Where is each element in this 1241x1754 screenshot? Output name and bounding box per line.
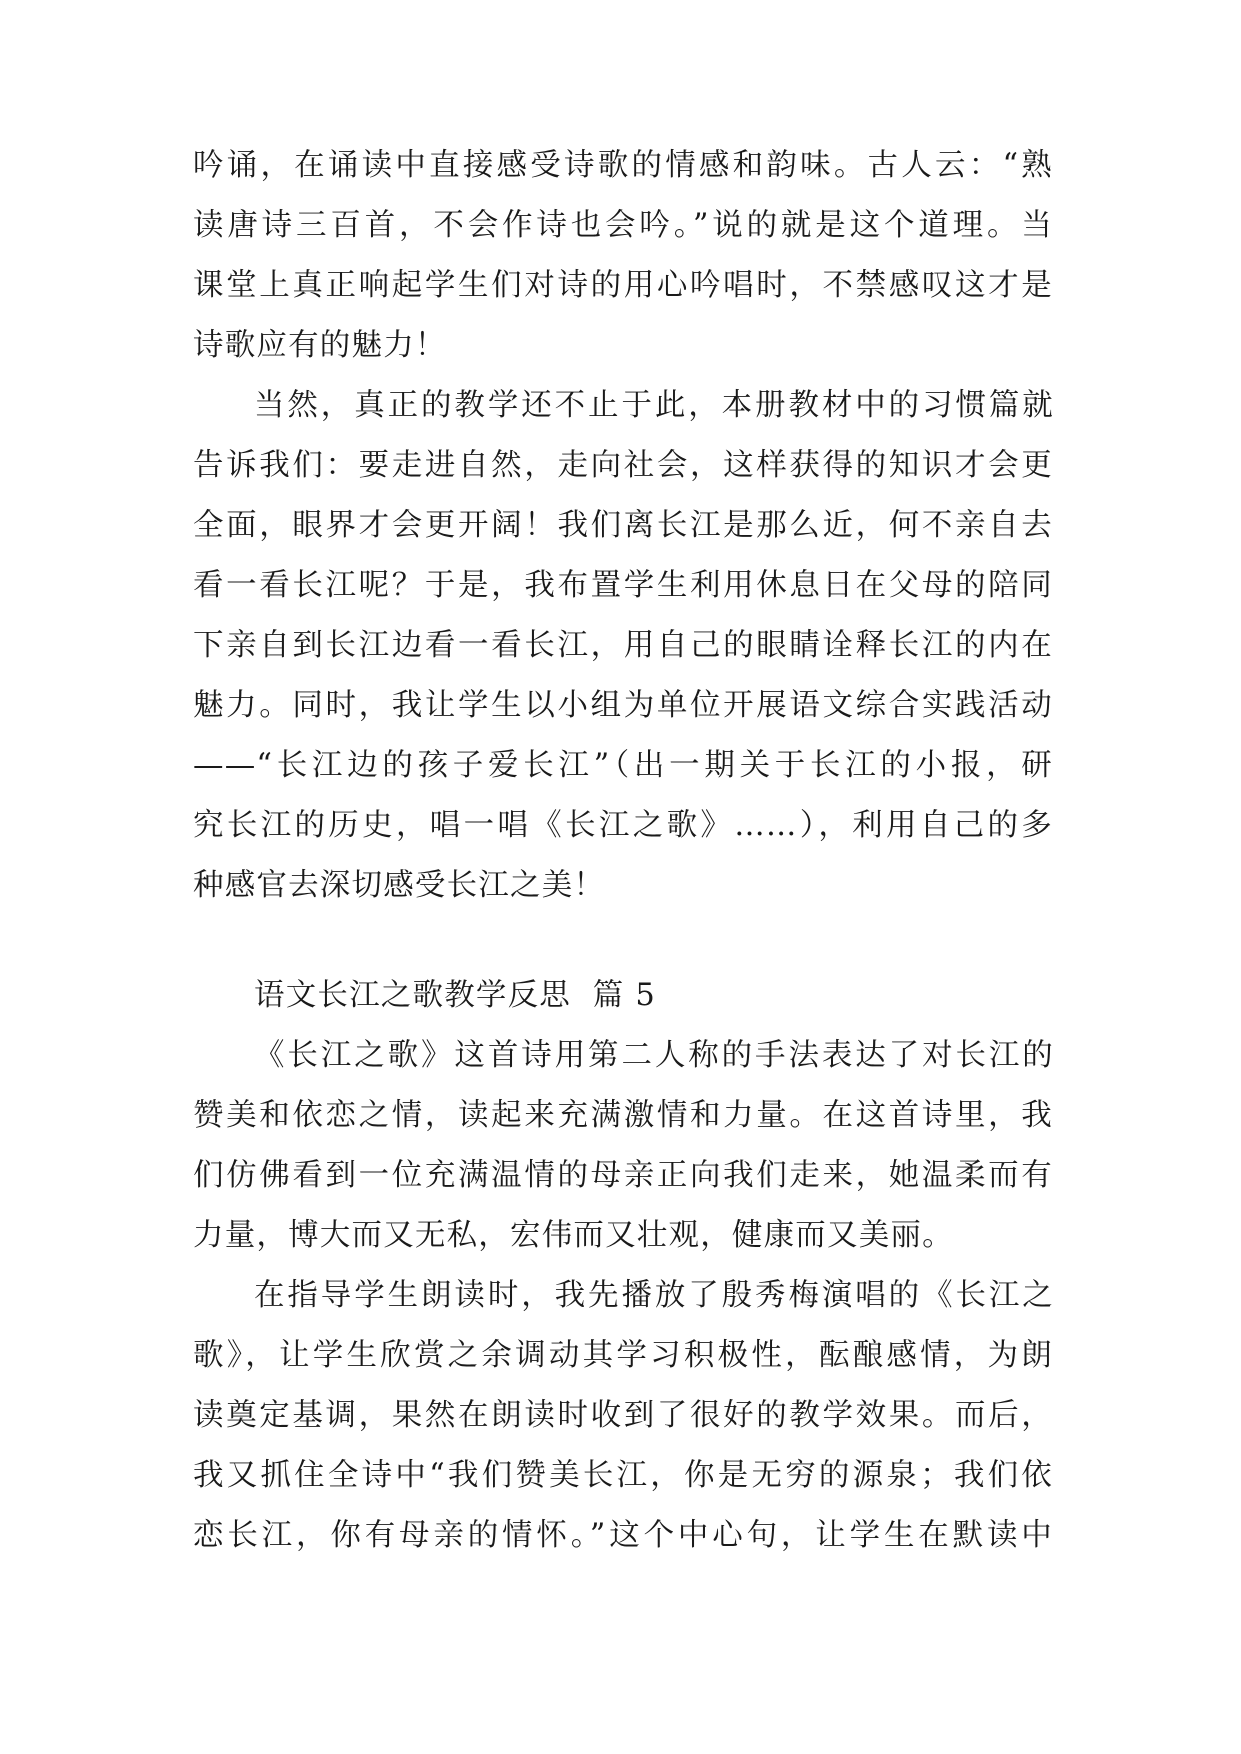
- text-line: 读奠定基调，果然在朗读时收到了很好的教学效果。而后，: [193, 1398, 1053, 1433]
- text-line: 恋长江，你有母亲的情怀。”这个中心句，让学生在默读中: [193, 1518, 1053, 1553]
- text-line: 课堂上真正响起学生们对诗的用心吟唱时，不禁感叹这才是: [193, 268, 1053, 303]
- text-line: 读唐诗三百首，不会作诗也会吟。”说的就是这个道理。当: [193, 208, 1053, 243]
- text-line: 赞美和依恋之情，读起来充满激情和力量。在这首诗里，我: [193, 1098, 1053, 1133]
- text-line: 《长江之歌》这首诗用第二人称的手法表达了对长江的: [254, 1038, 1054, 1073]
- section-heading: 语文长江之歌教学反思 篇 5: [254, 978, 656, 1013]
- text-line: 下亲自到长江边看一看长江，用自己的眼睛诠释长江的内在: [193, 628, 1053, 663]
- text-line: 告诉我们：要走进自然，走向社会，这样获得的知识才会更: [193, 448, 1053, 483]
- text-line: 吟诵，在诵读中直接感受诗歌的情感和韵味。古人云：“熟: [193, 148, 1053, 183]
- text-line: 种感官去深切感受长江之美！: [193, 868, 606, 903]
- text-line: 力量，博大而又无私，宏伟而又壮观，健康而又美丽。: [193, 1218, 954, 1253]
- text-line: 究长江的历史，唱一唱《长江之歌》……），利用自己的多: [193, 808, 1053, 843]
- text-line: 魅力。同时，我让学生以小组为单位开展语文综合实践活动: [193, 688, 1053, 723]
- text-line: 当然，真正的教学还不止于此，本册教材中的习惯篇就: [254, 388, 1054, 423]
- text-line: 诗歌应有的魅力！: [193, 328, 447, 363]
- text-line: 全面，眼界才会更开阔！我们离长江是那么近，何不亲自去: [193, 508, 1053, 543]
- text-line: 看一看长江呢？于是，我布置学生利用休息日在父母的陪同: [193, 568, 1053, 603]
- text-line: 在指导学生朗读时，我先播放了殷秀梅演唱的《长江之: [254, 1278, 1054, 1313]
- text-line: 我又抓住全诗中“我们赞美长江，你是无穷的源泉；我们依: [193, 1458, 1053, 1493]
- text-line: 歌》，让学生欣赏之余调动其学习积极性，酝酿感情，为朗: [193, 1338, 1053, 1373]
- text-line: ——“长江边的孩子爱长江”（出一期关于长江的小报，研: [193, 748, 1053, 783]
- text-line: 们仿佛看到一位充满温情的母亲正向我们走来，她温柔而有: [193, 1158, 1053, 1193]
